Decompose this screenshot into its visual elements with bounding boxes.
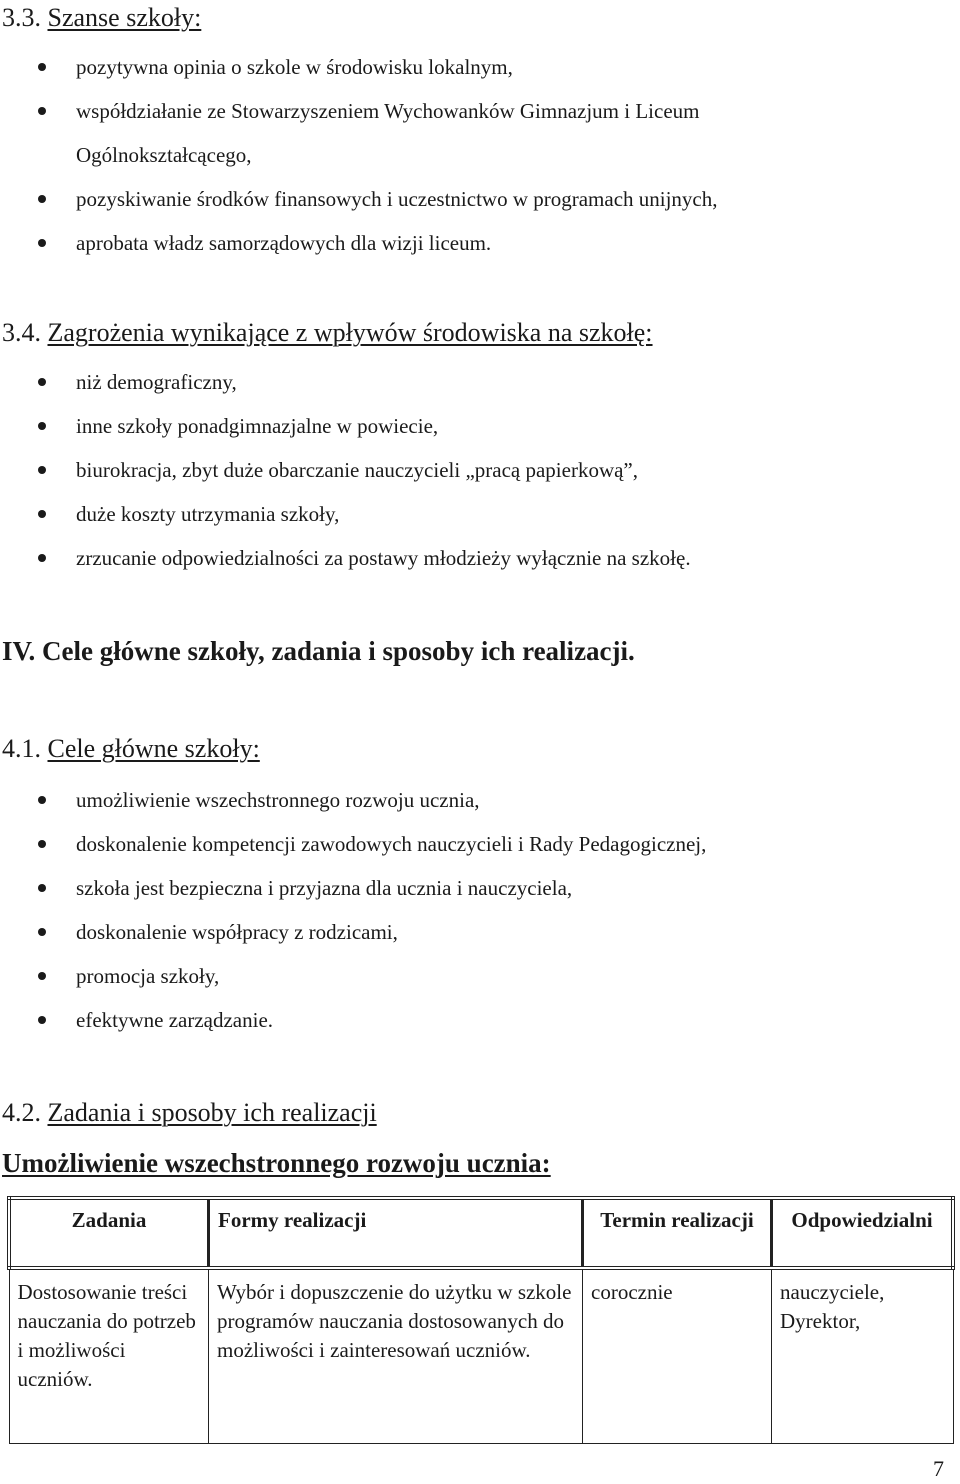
table-row xyxy=(9,1268,953,1444)
section-title: Zadania i sposoby ich realizacji xyxy=(47,1098,377,1127)
chapter-iv-title: IV. Cele główne szkoły, zadania i sposoby ich realizacji. xyxy=(2,636,635,666)
bullet-icon xyxy=(38,239,46,247)
page-number: 7 xyxy=(933,1456,944,1481)
bullet-icon xyxy=(38,1016,46,1024)
table-cell-termin: corocznie xyxy=(583,1268,772,1444)
bullet-icon xyxy=(38,466,46,474)
bullet-icon xyxy=(38,972,46,980)
table-cell-formy: Wybór i dopuszczenie do użytku w szkole programów nauczania dostosowanych do możliwości i zainteresowań uczniów. xyxy=(209,1268,583,1444)
section-title: Zagrożenia wynikające z wpływów środowiska na szkołę: xyxy=(47,318,653,347)
bullet-icon xyxy=(38,107,46,115)
bullet-icon xyxy=(38,928,46,936)
column-header: Termin realizacji xyxy=(583,1198,772,1268)
section-4-1-heading xyxy=(2,733,260,765)
section-number: 4.2. xyxy=(2,1098,41,1127)
section-title: Cele główne szkoły: xyxy=(47,734,260,763)
column-header: Formy realizacji xyxy=(209,1198,583,1268)
document-page: 3.3. Szanse szkoły: pozytywna opinia o szkole w środowisku lokalnym, współdziałanie ze Stowarzyszeniem Wychowanków Gimnazjum i Liceum Ogólnokształcącego, pozyskiwanie środków finansowych i uczestnictwo w programach unijnych, aprobata władz samorządowych dla wizji liceum. 3.4. Zagrożenia wynikające z wpływów środowiska na szkołę: niż demograficzny, inne szkoły ponadgimnazjalne w powiecie, biurokracja, zbyt duże obarczanie nauczycieli „pracą papierkową”, duże koszty utrzymania szkoły, zrzucanie odpowiedzialności za postawy młodzieży wyłącznie na szkołę. IV. Cele główne szkoły, zadania i sposoby ich realizacji. 4.1. Cele główne szkoły: umożliwienie wszechstronnego rozwoju ucznia, doskonalenie kompetencji zawodowych nauczycieli i Rady Pedagogicznej, szkoła jest bezpieczna i przyjazna dla ucznia i nauczyciela, doskonalenie współpracy z rodzicami, promocja szkoły, efektywne zarządzanie. 4.2. Zadania i sposoby ich realizacji Umożliwienie wszechstronnego rozwoju ucznia: Zadania Formy realizacji Termin realizacji Odpowiedzialni Dostosowanie treści nauczania do potrzeb i możliwości uczniów. Wybór i dopuszczenie do użytku w szkole programów nauczania dostosowanych do możliwości i zainteresowań uczniów. corocznie nauczyciele, Dyrektor, 7 xyxy=(0,0,960,1484)
table-cell-odpowiedzialni: nauczyciele, Dyrektor, xyxy=(772,1268,954,1444)
section-number: 3.3. xyxy=(2,3,41,32)
bullet-icon xyxy=(38,378,46,386)
section-title: Szanse szkoły: xyxy=(47,3,202,32)
bullet-icon xyxy=(38,840,46,848)
bullet-icon xyxy=(38,422,46,430)
section-3-3-heading xyxy=(2,2,201,34)
bullet-icon xyxy=(38,796,46,804)
subsection-title: Umożliwienie wszechstronnego rozwoju ucznia: xyxy=(2,1148,551,1178)
bullet-icon xyxy=(38,554,46,562)
section-3-4-heading xyxy=(2,317,653,349)
section-4-2-heading xyxy=(2,1097,377,1129)
table-cell-zadania: Dostosowanie treści nauczania do potrzeb i możliwości uczniów. xyxy=(9,1268,209,1444)
bullet-icon xyxy=(38,510,46,518)
bullet-icon xyxy=(38,884,46,892)
bullet-icon xyxy=(38,195,46,203)
column-header: Odpowiedzialni xyxy=(772,1198,954,1268)
section-number: 3.4. xyxy=(2,318,41,347)
column-header: Zadania xyxy=(9,1198,209,1268)
table-header-row xyxy=(9,1198,953,1268)
bullet-icon xyxy=(38,63,46,71)
section-number: 4.1. xyxy=(2,734,41,763)
tasks-table xyxy=(7,1196,955,1444)
